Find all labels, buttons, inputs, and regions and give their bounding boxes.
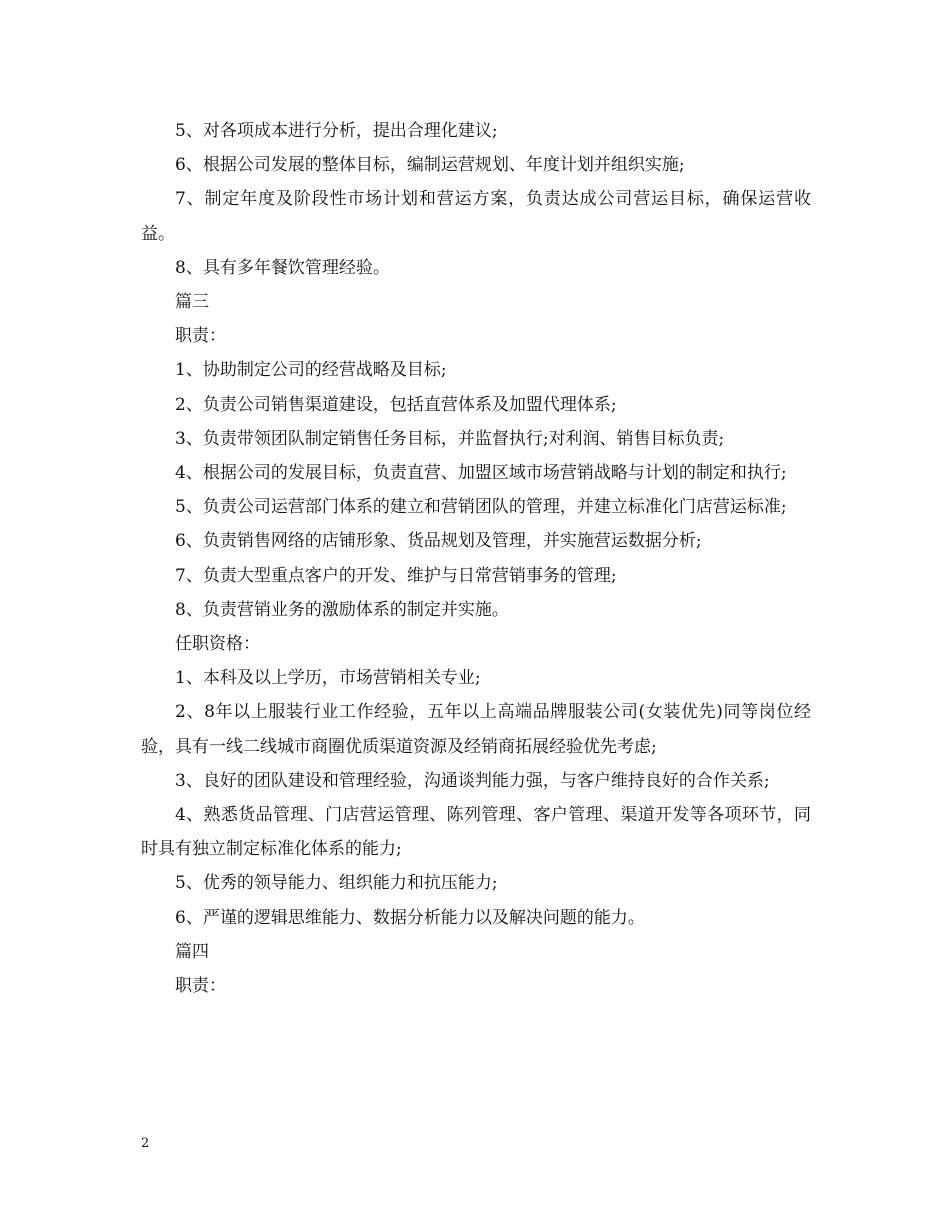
subheading: 职责： xyxy=(175,976,226,997)
paragraph: 6、负责销售网络的店铺形象、货品规划及管理，并实施营运数据分析; xyxy=(175,531,702,552)
paragraph: 2、8年以上服装行业工作经验，五年以上高端品牌服装公司(女装优先)同等岗位经验，具有一线二线城市商圈优质渠道资源及经销商拓展经验优先考虑; xyxy=(141,702,811,757)
paragraph: 7、负责大型重点客户的开发、维护与日常营销事务的管理; xyxy=(175,565,617,586)
paragraph: 7、制定年度及阶段性市场计划和营运方案，负责达成公司营运目标，确保运营收益。 xyxy=(141,189,811,244)
paragraph: 1、协助制定公司的经营战略及目标; xyxy=(175,360,447,381)
paragraph: 5、负责公司运营部门体系的建立和营销团队的管理，并建立标准化门店营运标准; xyxy=(175,497,787,518)
paragraph: 6、根据公司发展的整体目标，编制运营规划、年度计划并组织实施; xyxy=(175,155,685,176)
paragraph: 3、负责带领团队制定销售任务目标，并监督执行;对利润、销售目标负责; xyxy=(175,428,725,449)
section-heading: 篇四 xyxy=(175,941,209,962)
paragraph: 8、具有多年餐饮管理经验。 xyxy=(175,257,390,278)
subheading: 任职资格： xyxy=(175,634,260,655)
paragraph: 6、严谨的逻辑思维能力、数据分析能力以及解决问题的能力。 xyxy=(175,907,645,928)
paragraph: 8、负责营销业务的激励体系的制定并实施。 xyxy=(175,599,509,620)
paragraph: 4、熟悉货品管理、门店营运管理、陈列管理、客户管理、渠道开发等各项环节，同时具有独立制定标准化体系的能力; xyxy=(141,805,811,860)
page-number: 2 xyxy=(141,1136,150,1151)
paragraph: 5、优秀的领导能力、组织能力和抗压能力; xyxy=(175,873,498,894)
paragraph: 3、良好的团队建设和管理经验，沟通谈判能力强，与客户维持良好的合作关系; xyxy=(175,770,770,791)
document-body xyxy=(141,114,811,1003)
paragraph: 5、对各项成本进行分析，提出合理化建议; xyxy=(175,121,498,141)
subheading: 职责： xyxy=(175,326,226,347)
paragraph: 2、负责公司销售渠道建设，包括直营体系及加盟代理体系; xyxy=(175,394,617,415)
paragraph: 4、根据公司的发展目标，负责直营、加盟区域市场营销战略与计划的制定和执行; xyxy=(175,463,787,484)
section-heading: 篇三 xyxy=(175,292,209,313)
paragraph: 1、本科及以上学历，市场营销相关专业; xyxy=(175,668,481,689)
